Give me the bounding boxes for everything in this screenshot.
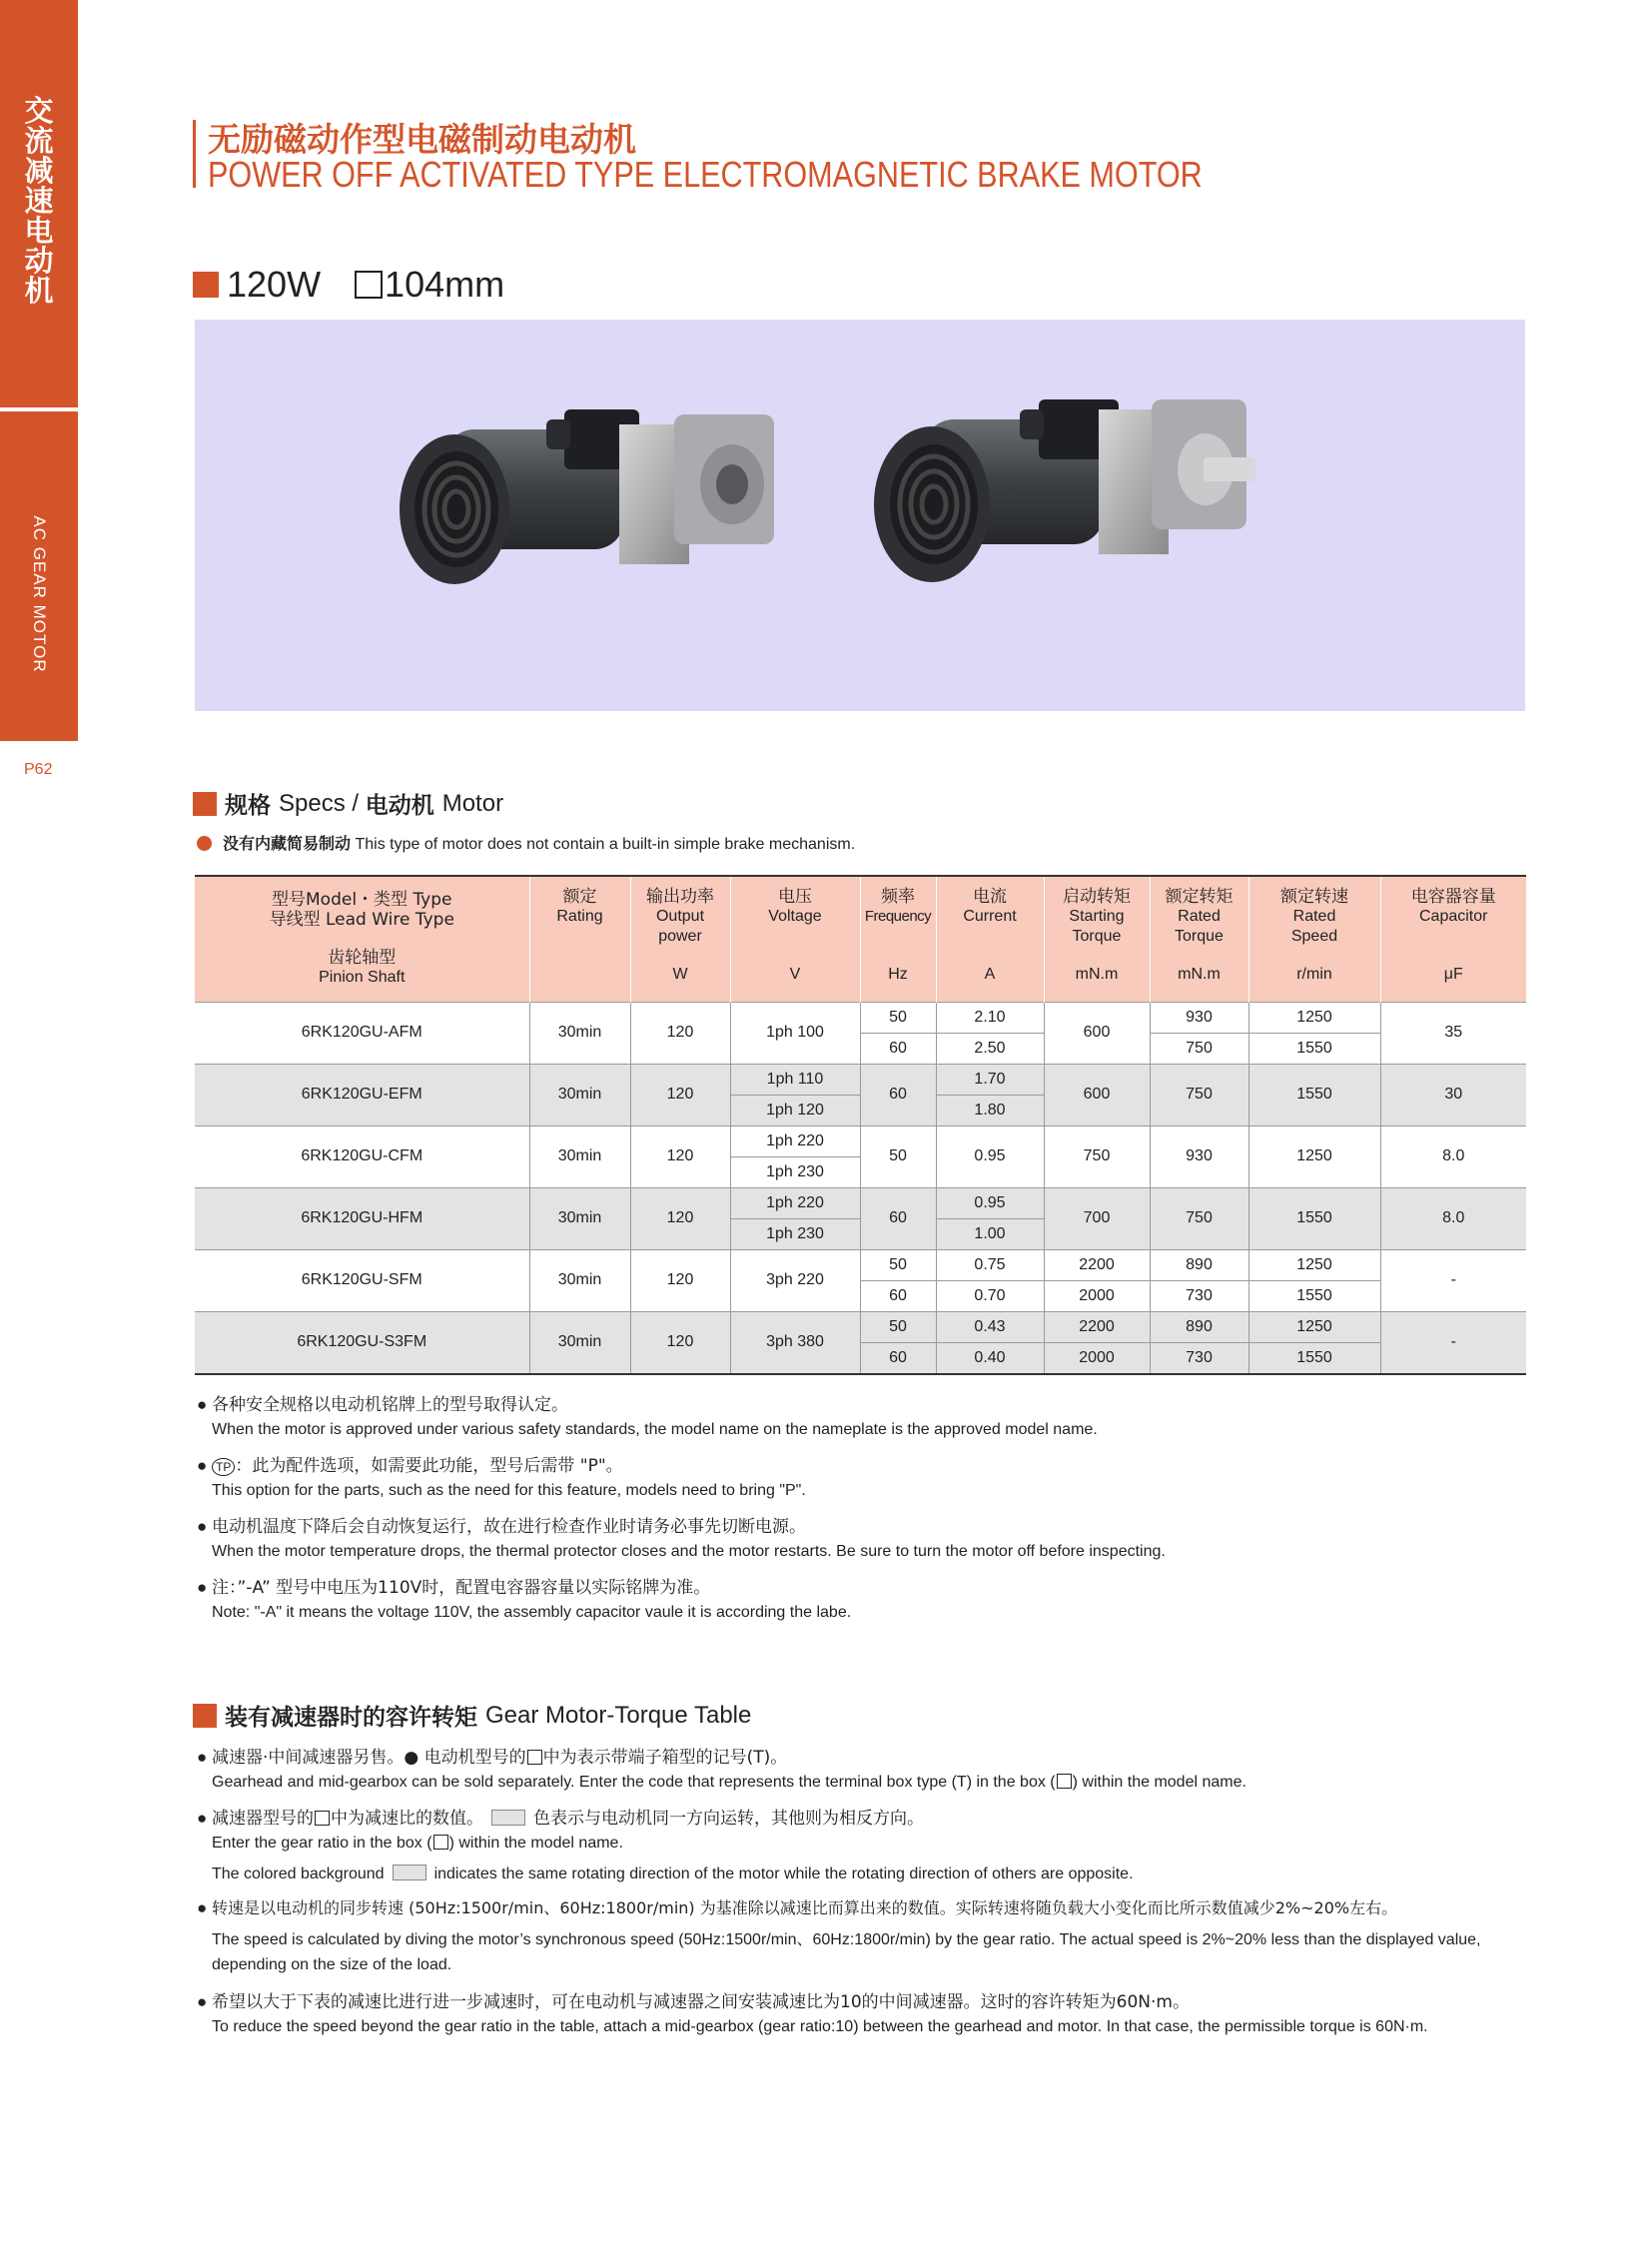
box-icon	[527, 1750, 542, 1765]
torque-bullet-1-en	[212, 1774, 1246, 1792]
rated-speed-cell: 1550	[1248, 1187, 1380, 1249]
header-output-en: Output	[655, 908, 705, 925]
table-row	[195, 1187, 1526, 1218]
motor-left	[400, 409, 774, 584]
note-4-en: Note: "-A" it means the voltage 110V, the assembly capacitor vaule it is according the labe.	[212, 1604, 852, 1621]
header-rating-cn: 额定	[562, 887, 597, 907]
output-cell: 120	[630, 1002, 730, 1064]
rated-speed-cell: 1550	[1248, 1064, 1380, 1125]
freq-cell: 60	[860, 1064, 936, 1125]
tb2-en-a: Enter the gear ratio in the box (	[212, 1835, 432, 1852]
voltage-cell: 1ph 100	[730, 1002, 860, 1064]
header-cap-cn: 电容器容量	[1410, 887, 1496, 907]
tb2-en2-a: The colored background	[212, 1866, 385, 1882]
specs-title-en: Specs	[279, 789, 346, 817]
torque-bullet-2: ● 减速器型号的 中为减速比的数值。 色表示与电动机同一方向运转，其他则为相反方向。	[197, 1809, 924, 1829]
header-freq-unit: Hz	[888, 966, 908, 983]
voltage-cell: 1ph 120	[730, 1095, 860, 1125]
voltage-cell: 1ph 220	[730, 1187, 860, 1218]
tp-icon: TP	[212, 1458, 235, 1476]
header-rating-en: Rating	[556, 908, 603, 925]
current-cell: 2.50	[936, 1033, 1044, 1064]
capacitor-cell: 8.0	[1380, 1125, 1526, 1187]
product-photo	[195, 320, 1525, 711]
torque-title-en: Gear Motor-Torque Table	[485, 1701, 752, 1729]
header-model	[195, 876, 529, 1002]
tb2-cn-a: 减速器型号的	[212, 1809, 314, 1829]
model-cell: 6RK120GU-EFM	[195, 1064, 529, 1125]
header-current-en: Current	[963, 908, 1017, 925]
start-torque-cell: 600	[1044, 1064, 1150, 1125]
header-start-unit: mN.m	[1075, 966, 1119, 983]
torque-bullet-3-en: The speed is calculated by diving the motor’s synchronous speed (50Hz:1500r/min、60Hz:1800r/min) by the gear ratio. The actual speed is 2%~20% less than the displayed value,	[212, 1931, 1481, 1948]
start-torque-cell: 2000	[1044, 1342, 1150, 1374]
torque-bullet-4: ● 希望以大于下表的减速比进行进一步减速时，可在电动机与减速器之间安装减速比为10的中间减速器。这时的容许转矩为60N·m。	[197, 1992, 1190, 2012]
rated-torque-cell: 750	[1150, 1187, 1248, 1249]
freq-cell: 50	[860, 1002, 936, 1033]
header-starting-torque	[1044, 876, 1150, 1002]
note-1: ● 各种安全规格以电动机铭牌上的型号取得认定。	[197, 1395, 568, 1415]
current-cell: 0.95	[936, 1187, 1044, 1218]
title-accent-bar	[193, 120, 196, 188]
current-cell: 0.95	[936, 1125, 1044, 1187]
page-title-en: POWER OFF ACTIVATED TYPE ELECTROMAGNETIC BRAKE MOTOR	[208, 154, 1203, 195]
header-rspeed-en: Rated	[1292, 908, 1336, 925]
model-cell: 6RK120GU-S3FM	[195, 1311, 529, 1374]
header-output-cn: 输出功率	[646, 887, 714, 907]
note-1-cn: 各种安全规格以电动机铭牌上的型号取得认定。	[212, 1395, 568, 1415]
rated-speed-cell: 1250	[1248, 1002, 1380, 1033]
spec-table	[195, 875, 1526, 1375]
note-1-en: When the motor is approved under various safety standards, the model name on the nameplate is the approved model name.	[212, 1421, 1098, 1438]
header-rated-torque	[1150, 876, 1248, 1002]
freq-cell: 50	[860, 1249, 936, 1280]
page-title-cn: 无励磁动作型电磁制动电动机	[208, 120, 636, 159]
output-cell: 120	[630, 1249, 730, 1311]
model-cell: 6RK120GU-CFM	[195, 1125, 529, 1187]
rated-torque-cell: 890	[1150, 1311, 1248, 1342]
header-rspeed-en2: Speed	[1290, 928, 1338, 945]
rated-torque-cell: 930	[1150, 1125, 1248, 1187]
start-torque-cell: 700	[1044, 1187, 1150, 1249]
frame-size: 104mm	[385, 264, 505, 305]
tb2-en-b: ) within the model name.	[448, 1835, 623, 1852]
note-2-en: This option for the parts, such as the need for this feature, models need to bring "P".	[212, 1482, 806, 1499]
color-swatch-icon	[491, 1810, 525, 1826]
sidebar-category-cn: 交 流 减 速 电 动 机	[24, 94, 54, 308]
specs-sub-en: Motor	[441, 789, 504, 817]
torque-bullet-3-en2: depending on the size of the load.	[212, 1956, 452, 1973]
torque-bullet-2-en	[212, 1835, 623, 1853]
tb2-cn-c: 色表示与电动机同一方向运转，其他则为相反方向。	[533, 1809, 924, 1829]
bullet-en: This type of motor does not contain a built-in simple brake mechanism.	[355, 836, 856, 853]
model-cell: 6RK120GU-HFM	[195, 1187, 529, 1249]
header-current-unit: A	[984, 966, 996, 983]
torque-bullet-3: ● 转速是以电动机的同步转速 (50Hz:1500r/min、60Hz:1800r/min) 为基准除以减速比而算出来的数值。实际转速将随负载大小变化而比所示数值减少2%~20%左右。	[197, 1898, 1398, 1917]
header-output-en2: power	[658, 928, 702, 945]
header-voltage-en: Voltage	[768, 908, 822, 925]
capacitor-cell: 8.0	[1380, 1187, 1526, 1249]
header-start-en2: Torque	[1072, 928, 1122, 945]
start-torque-cell: 2000	[1044, 1280, 1150, 1311]
header-freq-cn: 频率	[881, 887, 915, 907]
output-cell: 120	[630, 1311, 730, 1374]
specs-title-cn: 规格	[225, 793, 271, 819]
tb1-en-b: ) within the model name.	[1072, 1774, 1246, 1791]
voltage-cell: 1ph 220	[730, 1125, 860, 1156]
note-2: ● TP ：此为配件选项，如需要此功能，型号后需带 "P"。	[197, 1456, 623, 1476]
start-torque-cell: 600	[1044, 1002, 1150, 1064]
header-voltage	[730, 876, 860, 1002]
header-rtorque-unit: mN.m	[1178, 966, 1221, 983]
table-row	[195, 1064, 1526, 1095]
capacitor-cell: 30	[1380, 1064, 1526, 1125]
freq-cell: 60	[860, 1280, 936, 1311]
tb4-cn: 希望以大于下表的减速比进行进一步减速时，可在电动机与减速器之间安装减速比为10的中间减速器。这时的容许转矩为60N·m。	[212, 1992, 1190, 2012]
header-pinion-en: Pinion Shaft	[319, 969, 406, 987]
capacitor-cell: -	[1380, 1311, 1526, 1374]
power-frame-line	[193, 264, 504, 306]
freq-cell: 50	[860, 1311, 936, 1342]
tb1-cn-b: 中为表示带端子箱型的记号(T)。	[542, 1748, 788, 1768]
header-voltage-cn: 电压	[778, 887, 812, 907]
header-model-cn: 型号Model・类型 Type	[272, 890, 452, 911]
header-lead-cn: 导线型 Lead Wire Type	[269, 910, 454, 931]
capacitor-cell: 35	[1380, 1002, 1526, 1064]
rating-cell: 30min	[529, 1064, 630, 1125]
header-rspeed-unit: r/min	[1296, 966, 1332, 983]
square-frame-icon	[355, 271, 383, 299]
box-icon	[315, 1811, 330, 1826]
freq-cell: 60	[860, 1187, 936, 1249]
voltage-cell: 1ph 230	[730, 1218, 860, 1249]
bullet-dot-icon	[197, 836, 212, 851]
rated-torque-cell: 750	[1150, 1033, 1248, 1064]
note-3-en: When the motor temperature drops, the thermal protector closes and the motor restarts. Be sure to turn the motor off before inspecting.	[212, 1543, 1166, 1560]
header-capacitor	[1380, 876, 1526, 1002]
torque-bullet-1: ● 减速器·中间减速器另售。● 电动机型号的 中为表示带端子箱型的记号(T)。	[197, 1748, 788, 1768]
header-pinion-cn: 齿轮轴型	[328, 948, 397, 969]
sidebar-divider	[0, 407, 78, 411]
output-cell: 120	[630, 1187, 730, 1249]
specs-section-heading	[193, 787, 503, 820]
rated-speed-cell: 1550	[1248, 1033, 1380, 1064]
tb1-cn-a: 减速器·中间减速器另售。● 电动机型号的	[212, 1748, 526, 1768]
start-torque-cell: 2200	[1044, 1249, 1150, 1280]
model-cell: 6RK120GU-SFM	[195, 1249, 529, 1311]
motor-right	[874, 399, 1255, 582]
specs-sub-cn: 电动机	[365, 793, 434, 819]
freq-cell: 50	[860, 1125, 936, 1187]
orange-square-icon	[193, 792, 217, 816]
rating-cell: 30min	[529, 1002, 630, 1064]
tb3-cn: 转速是以电动机的同步转速 (50Hz:1500r/min、60Hz:1800r/min) 为基准除以减速比而算出来的数值。实际转速将随负载大小变化而比所示数值减少2%~20%左右。	[212, 1898, 1398, 1917]
torque-bullet-4-en: To reduce the speed beyond the gear ratio in the table, attach a mid-gearbox (gear ratio:10) between the gearhead and motor. In that case, the permissible torque is 60N·m.	[212, 2018, 1428, 2035]
torque-title-cn: 装有减速器时的容许转矩	[225, 1705, 477, 1731]
header-rtorque-en: Rated	[1178, 908, 1221, 925]
note-2-cn: ：此为配件选项，如需要此功能，型号后需带 "P"。	[235, 1456, 623, 1476]
current-cell: 1.70	[936, 1064, 1044, 1095]
current-cell: 1.00	[936, 1218, 1044, 1249]
color-swatch-icon	[393, 1865, 426, 1880]
rated-speed-cell: 1550	[1248, 1280, 1380, 1311]
model-cell: 6RK120GU-AFM	[195, 1002, 529, 1064]
header-voltage-unit: V	[789, 966, 801, 983]
note-4: ● 注：”-A” 型号中电压为110V时，配置电容器容量以实际铭牌为准。	[197, 1578, 711, 1598]
note-3-cn: 电动机温度下降后会自动恢复运行，故在进行检查作业时请务必事先切断电源。	[212, 1517, 806, 1537]
header-current	[936, 876, 1044, 1002]
header-start-cn: 启动转矩	[1063, 887, 1131, 907]
rated-speed-cell: 1250	[1248, 1125, 1380, 1187]
header-cap-unit: μF	[1443, 966, 1463, 983]
header-frequency	[860, 876, 936, 1002]
current-cell: 0.75	[936, 1249, 1044, 1280]
current-cell: 0.40	[936, 1342, 1044, 1374]
current-cell: 2.10	[936, 1002, 1044, 1033]
voltage-cell: 1ph 230	[730, 1156, 860, 1187]
sidebar-category-en: AC GEAR MOTOR	[30, 515, 49, 673]
freq-cell: 60	[860, 1342, 936, 1374]
rated-torque-cell: 930	[1150, 1002, 1248, 1033]
orange-square-icon	[193, 1704, 217, 1728]
header-freq-en: Frequency	[864, 908, 932, 925]
orange-square-icon	[193, 272, 219, 298]
freq-cell: 60	[860, 1033, 936, 1064]
sidebar	[0, 0, 78, 741]
header-rtorque-en2: Torque	[1175, 928, 1224, 945]
header-rating	[529, 876, 630, 1002]
table-row	[195, 1125, 1526, 1156]
rated-speed-cell: 1250	[1248, 1249, 1380, 1280]
header-rtorque-cn: 额定转矩	[1165, 887, 1234, 907]
rating-cell: 30min	[529, 1187, 630, 1249]
rating-cell: 30min	[529, 1311, 630, 1374]
note-4-cn: 注：”-A” 型号中电压为110V时，配置电容器容量以实际铭牌为准。	[212, 1578, 711, 1598]
header-rspeed-cn: 额定转速	[1280, 887, 1348, 907]
voltage-cell: 3ph 220	[730, 1249, 860, 1311]
bullet-cn: 没有内藏简易制动	[223, 834, 352, 853]
current-cell: 0.70	[936, 1280, 1044, 1311]
header-cap-en: Capacitor	[1419, 908, 1488, 925]
box-icon	[433, 1835, 448, 1850]
start-torque-cell: 2200	[1044, 1311, 1150, 1342]
current-cell: 1.80	[936, 1095, 1044, 1125]
tb1-en-a: Gearhead and mid-gearbox can be sold separately. Enter the code that represents the terminal box type (T) in the box (	[212, 1774, 1056, 1791]
table-row	[195, 1249, 1526, 1280]
tb2-cn-b: 中为减速比的数值。	[331, 1809, 483, 1829]
rated-torque-cell: 730	[1150, 1280, 1248, 1311]
box-icon	[1057, 1774, 1072, 1789]
current-cell: 0.43	[936, 1311, 1044, 1342]
note-3: ● 电动机温度下降后会自动恢复运行，故在进行检查作业时请务必事先切断电源。	[197, 1517, 806, 1537]
power-value: 120W	[227, 264, 322, 305]
voltage-cell: 1ph 110	[730, 1064, 860, 1095]
header-start-en: Starting	[1069, 908, 1125, 925]
rated-speed-cell: 1250	[1248, 1311, 1380, 1342]
rating-cell: 30min	[529, 1125, 630, 1187]
table-row	[195, 1002, 1526, 1033]
torque-section-heading	[193, 1699, 751, 1732]
header-output	[630, 876, 730, 1002]
header-current-cn: 电流	[973, 887, 1007, 907]
output-cell: 120	[630, 1125, 730, 1187]
rating-cell: 30min	[529, 1249, 630, 1311]
table-row	[195, 1311, 1526, 1342]
output-cell: 120	[630, 1064, 730, 1125]
rated-torque-cell: 750	[1150, 1064, 1248, 1125]
torque-bullet-2-en2	[212, 1865, 1134, 1883]
motor-illustration	[195, 320, 1525, 711]
rated-speed-cell: 1550	[1248, 1342, 1380, 1374]
voltage-cell: 3ph 380	[730, 1311, 860, 1374]
header-output-unit: W	[672, 966, 688, 983]
capacitor-cell: -	[1380, 1249, 1526, 1311]
rated-torque-cell: 730	[1150, 1342, 1248, 1374]
specs-bullet	[223, 831, 855, 854]
tb2-en2-b: indicates the same rotating direction of the motor while the rotating direction of others are opposite.	[433, 1866, 1134, 1882]
page-number: P62	[24, 761, 53, 778]
rated-torque-cell: 890	[1150, 1249, 1248, 1280]
start-torque-cell: 750	[1044, 1125, 1150, 1187]
specs-sep: /	[345, 789, 366, 817]
header-rated-speed	[1248, 876, 1380, 1002]
